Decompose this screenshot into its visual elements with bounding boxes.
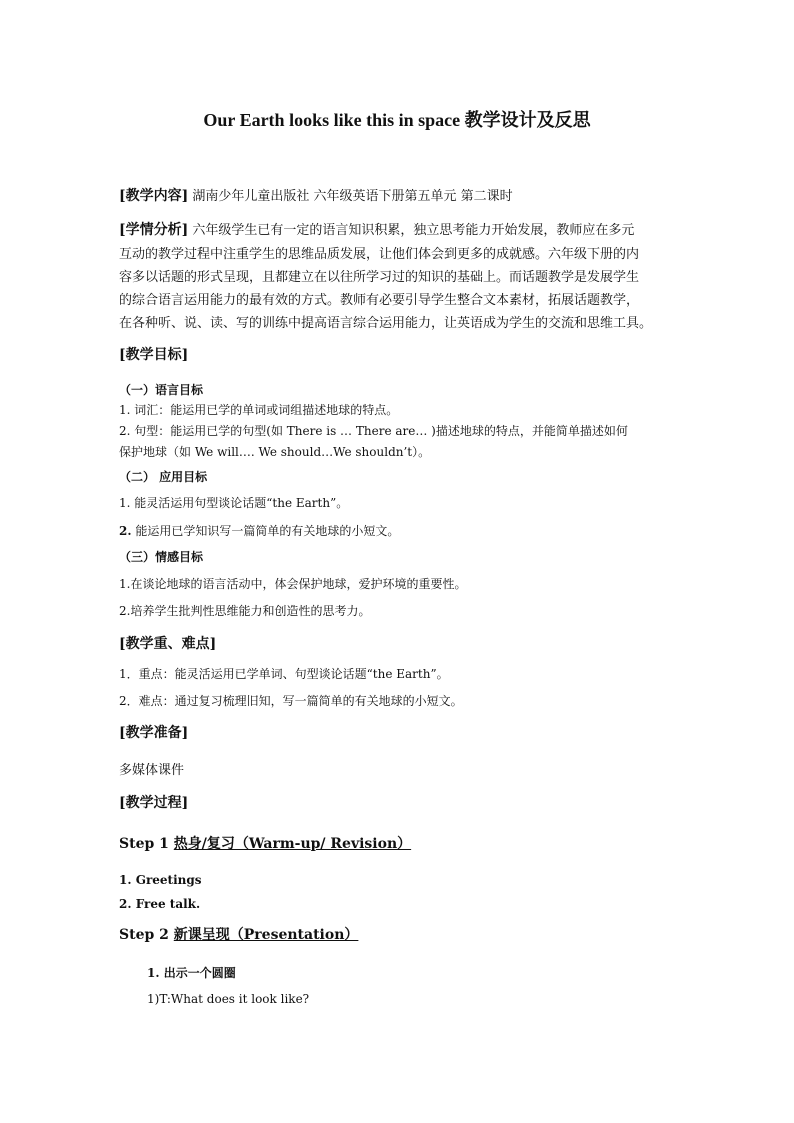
step2-item-1: 1. 出示一个圆圈 (147, 966, 236, 980)
analysis-line-1 (119, 220, 679, 241)
goals-language-3: 保护地球（如 We will…. We should…We shouldn’t）。 (119, 445, 431, 459)
goals-language-1: 1. 词汇：能运用已学的单词或词组描述地球的特点。 (119, 403, 399, 417)
keypoint-2: 2．难点：通过复习梳理旧知，写一篇简单的有关地球的小短文。 (119, 694, 463, 708)
goals-application-2-text: 能运用已学知识写一篇简单的有关地球的小短文。 (131, 524, 400, 538)
step1-label: Step 1 (119, 836, 174, 852)
step2-title: 新课呈现（Presentation） (173, 927, 359, 943)
keypoints-label: [教学重、难点] (119, 636, 217, 652)
goals-application-2 (119, 521, 679, 542)
prep-label: [教学准备] (119, 725, 189, 741)
content-line (119, 186, 679, 207)
analysis-label: [学情分析] (119, 222, 189, 238)
goals-application-1: 1. 能灵活运用句型谈论话题“the Earth”。 (119, 496, 349, 510)
content-text: 湖南少年儿童出版社 六年级英语下册第五单元 第二课时 (188, 189, 513, 204)
analysis-line-5: 在各种听、说、读、写的训练中提高语言综合运用能力，让英语成为学生的交流和思维工具。 (119, 316, 653, 331)
goals-emotion-heading: （三）情感目标 (119, 550, 204, 564)
step1-heading (119, 834, 679, 855)
step1-item-2: 2. Free talk. (119, 897, 201, 911)
prep-text: 多媒体课件 (119, 763, 185, 778)
goals-emotion-1: 1.在谈论地球的语言活动中，体会保护地球，爱护环境的重要性。 (119, 577, 467, 591)
document-title: Our Earth looks like this in space 教学设计及反思 (203, 110, 591, 130)
analysis-line-2: 互动的教学过程中注重学生的思维品质发展，让他们体会到更多的成就感。六年级下册的内 (119, 247, 640, 262)
goals-emotion-2: 2.培养学生批判性思维能力和创造性的思考力。 (119, 604, 371, 618)
keypoint-1: 1．重点：能灵活运用已学单词、句型谈论话题“the Earth”。 (119, 667, 449, 681)
analysis-line-4: 的综合语言运用能力的最有效的方式。教师有必要引导学生整合文本素材，拓展话题教学， (119, 293, 640, 308)
goals-language-2: 2. 句型：能运用已学的句型(如 There is … There are… )描述地球的特点，并能简单描述如何 (119, 424, 628, 438)
step2-label: Step 2 (119, 927, 174, 943)
goals-application-heading: （二） 应用目标 (119, 470, 208, 484)
step2-heading (119, 925, 679, 946)
step1-title: 热身/复习（Warm-up/ Revision） (173, 836, 412, 852)
goals-application-2-number: 2. (119, 524, 132, 538)
step2-item-2: 1)T:What does it look like? (147, 992, 310, 1006)
analysis-line-3: 容多以话题的形式呈现，且都建立在以往所学习过的知识的基础上。而话题教学是发展学生 (119, 270, 640, 285)
content-label: [教学内容] (119, 188, 189, 204)
step1-item-1: 1. Greetings (119, 873, 202, 887)
goals-label: [教学目标] (119, 347, 189, 363)
analysis-text-1: 六年级学生已有一定的语言知识积累，独立思考能力开始发展，教师应在多元 (188, 223, 635, 238)
goals-language-heading: （一）语言目标 (119, 383, 204, 397)
process-label: [教学过程] (119, 795, 189, 811)
